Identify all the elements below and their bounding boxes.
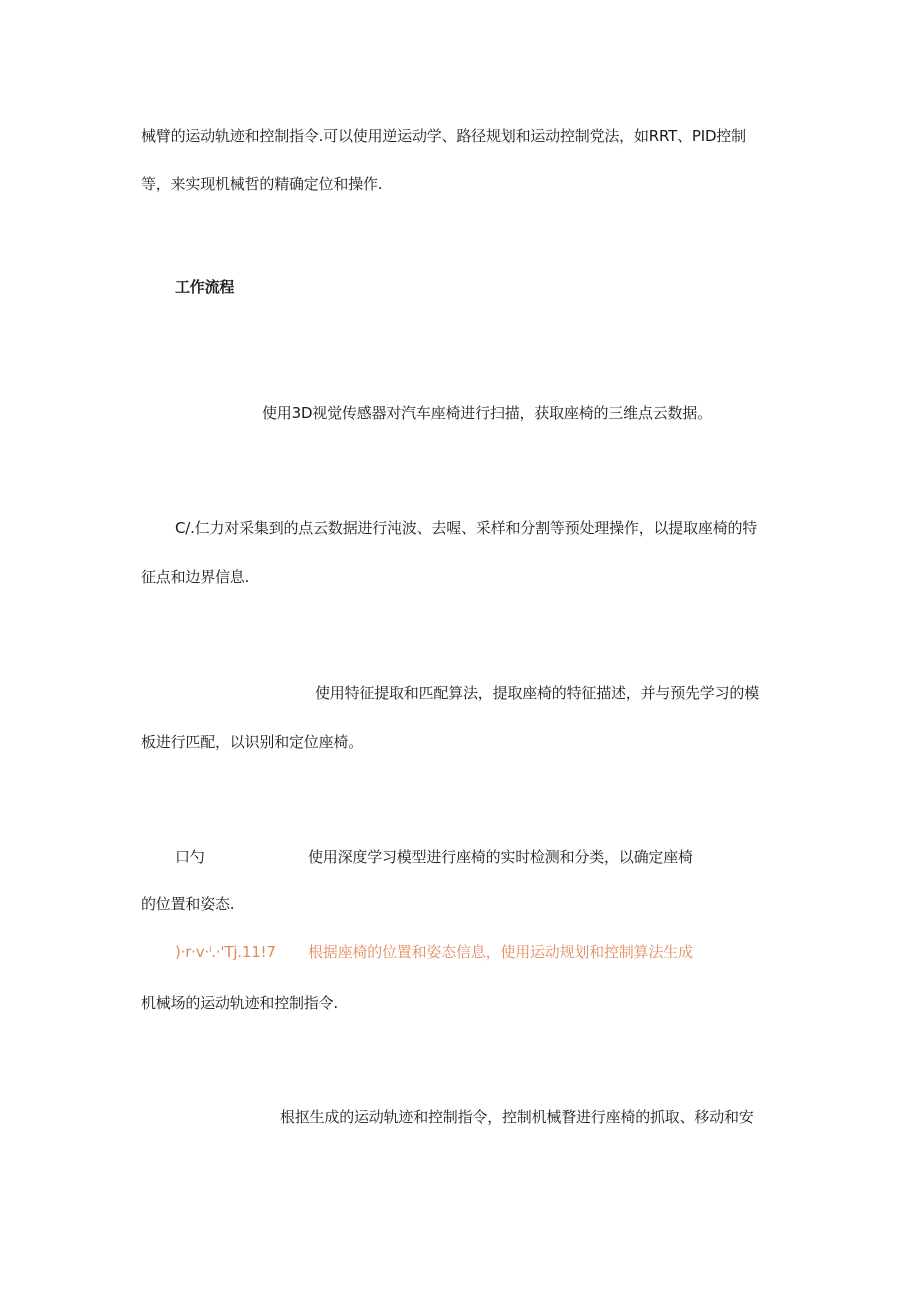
- step-6-line-1: 根抠生成的运动轨迹和控制指令，控制机械瞀进行座椅的抓取、移动和安: [280, 1108, 754, 1126]
- step-1-text: 使用3D视觉传感器对汽车座椅进行扫描，获取座椅的三维点云数据。: [262, 404, 712, 422]
- section-heading: 工作流程: [175, 278, 235, 296]
- paragraph-1-line-2: 等，来实现机械哲的精确定位和操作.: [141, 175, 383, 193]
- paragraph-1-line-1: 械臂的运动轨迹和控制指令.可以使用逆运动学、路径规划和运动控制党法，如RRT、PID控制: [141, 127, 746, 145]
- step-5-label: )·r·v·ˡ.·'Tj.11!7: [175, 943, 276, 961]
- step-3-line-2: 板进行匹配，以识别和定位座椅。: [141, 733, 364, 751]
- step-4-line-1: 使用深度学习模型进行座椅的实时检测和分类，以确定座椅: [308, 848, 693, 866]
- step-4-line-2: 的位置和姿态.: [141, 895, 235, 913]
- step-2-line-2: 征点和边界信息.: [141, 568, 250, 586]
- step-5-line-2: 机械场的运动轨迹和控制指令.: [141, 994, 338, 1012]
- step-3-line-1: 使用特征提取和匹配算法，提取座椅的特征描述，并与预先学习的模: [315, 684, 760, 702]
- step-4-label: 口勺: [175, 848, 205, 866]
- step-2-line-1: C/.仁力对采集到的点云数据进行沌波、去喔、采样和分割等预处理操作，以提取座椅的特: [175, 519, 758, 537]
- step-5-line-1: 根据座椅的位置和姿态信息，使用运动规划和控制算法生成: [308, 943, 693, 961]
